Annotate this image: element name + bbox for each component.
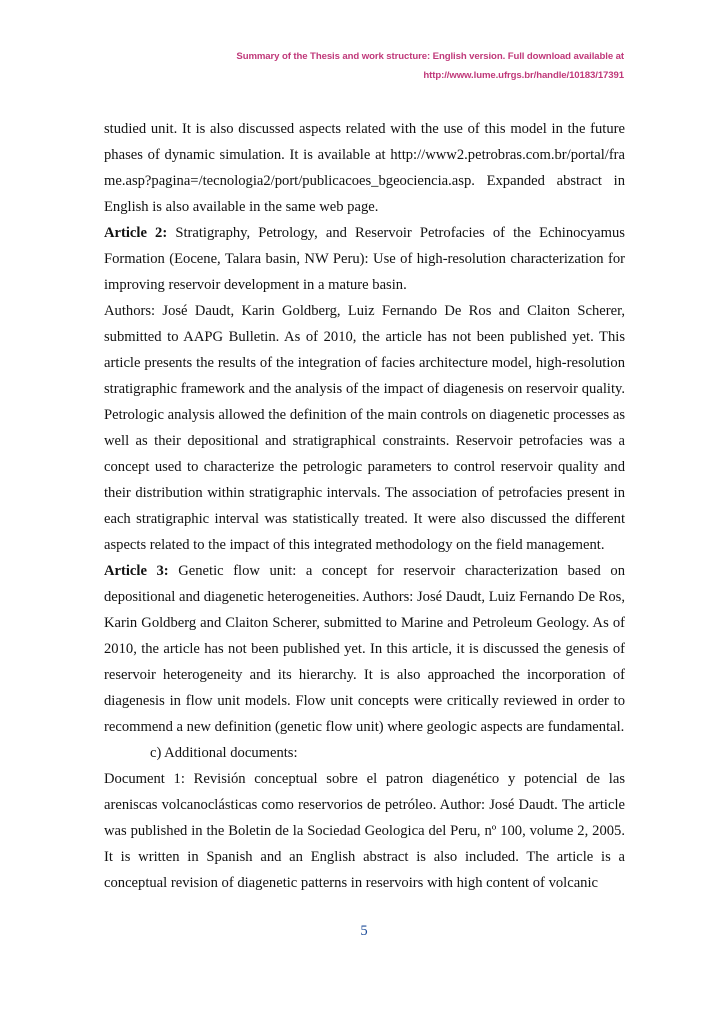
article-2-title: Stratigraphy, Petrology, and Reservoir Petrofacies of the Echinocyamus Formation (Eocene, Talara basin, NW Peru): Use of high-resolution characterization for improving reservoir development in a mature basin. <box>104 225 625 293</box>
article-3-paragraph <box>104 558 625 740</box>
article-2-body: Authors: José Daudt, Karin Goldberg, Luiz Fernando De Ros and Claiton Scherer, submitted to AAPG Bulletin. As of 2010, the article has not been published yet. This article presents the results of the integration of facies architecture model, high-resolution stratigraphic framework and the analysis of the impact of diagenesis on reservoir quality. Petrologic analysis allowed the definition of the main controls on diagenetic processes as well as their depositional and stratigraphical constraints. Reservoir petrofacies was a concept used to characterize the petrologic parameters to control reservoir quality and their distribution within stratigraphic intervals. The association of petrofacies present in each stratigraphic interval was statistically treated. It were also discussed the different aspects related to the impact of this integrated methodology on the field management. <box>104 303 625 553</box>
header-line-1: Summary of the Thesis and work structure: English version. Full download available at <box>236 51 624 62</box>
header-link[interactable]: http://www.lume.ufrgs.br/handle/10183/17391 <box>423 70 624 81</box>
section-c-heading: c) Additional documents: <box>150 745 298 761</box>
article-3-label: Article 3: <box>104 563 169 579</box>
petrobras-url[interactable]: http://www2.petrobras.com.br/portal/frame.asp?pagina=/tecnologia2/port/publicacoes_bgeociencia.asp. <box>104 147 626 189</box>
intro-after-text: Expanded abstract in English is also available in the same web page. <box>104 173 625 215</box>
article-3-text: Genetic flow unit: a concept for reservoir characterization based on depositional and diagenetic heterogeneities. Authors: José Daudt, Luiz Fernando De Ros, Karin Goldberg and Claiton Scherer, submitted to Marine and Petroleum Geology. As of 2010, the article has not been published yet. In this article, it is discussed the genesis of reservoir heterogeneity and its hierarchy. It is also approached the incorporation of diagenesis in flow unit models. Flow unit concepts were critically reviewed in order to recommend a new definition (genetic flow unit) where geologic aspects are fundamental. <box>104 563 625 735</box>
intro-paragraph <box>104 116 625 220</box>
page-number: 5 <box>360 923 368 939</box>
document-1-paragraph: Document 1: Revisión conceptual sobre el patron diagenético y potencial de las areniscas volcanoclásticas como reservorios de petróleo. Author: José Daudt. The article was published in the Boletin de la Sociedad Geologica del Peru, nº 100, volume 2, 2005. It is written in Spanish and an English abstract is also included. The article is a conceptual revision of diagenetic patterns in reservoirs with high content of volcanic <box>104 771 625 891</box>
page-header <box>236 47 624 85</box>
article-2-heading <box>104 220 625 298</box>
page-body <box>104 116 625 896</box>
intro-text: studied unit. It is also discussed aspects related with the use of this model in the future phases of dynamic simulation. It is available at <box>104 121 625 163</box>
article-2-label: Article 2: <box>104 225 168 241</box>
